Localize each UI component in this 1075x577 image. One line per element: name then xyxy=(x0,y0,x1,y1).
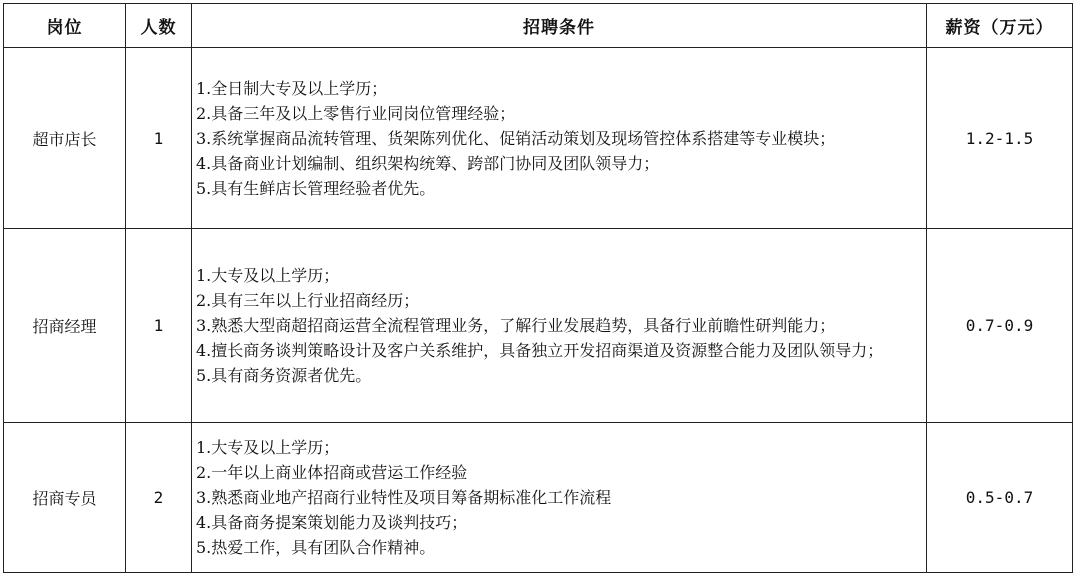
position-cell: 招商经理 xyxy=(4,229,126,423)
position-cell: 招商专员 xyxy=(4,423,126,573)
header-position: 岗位 xyxy=(4,4,126,48)
recruitment-table-container xyxy=(3,3,1072,574)
requirement-line: 5.具有商务资源者优先。 xyxy=(196,366,372,385)
salary-cell: 0.7-0.9 xyxy=(927,229,1073,423)
requirement-line: 3.系统掌握商品流转管理、货架陈列优化、促销活动策划及现场管控体系搭建等专业模块； xyxy=(196,128,836,148)
count-cell: 2 xyxy=(126,423,192,573)
count-cell: 1 xyxy=(126,229,192,423)
requirement-line: 1.大专及以上学历； xyxy=(196,438,340,457)
requirement-line: 4.擅长商务谈判策略设计及客户关系维护，具备独立开发招商渠道及资源整合能力及团队领导力； xyxy=(196,341,884,360)
header-row xyxy=(4,4,1073,48)
requirement-line: 3.熟悉大型商超招商运营全流程管理业务，了解行业发展趋势，具备行业前瞻性研判能力； xyxy=(196,316,836,335)
position-cell: 超市店长 xyxy=(4,48,126,229)
requirements-cell xyxy=(192,229,927,423)
salary-cell: 1.2-1.5 xyxy=(927,48,1073,229)
recruitment-table xyxy=(3,3,1073,573)
requirements-cell xyxy=(192,48,927,229)
count-cell: 1 xyxy=(126,48,192,229)
salary-cell: 0.5-0.7 xyxy=(927,423,1073,573)
header-count: 人数 xyxy=(126,4,192,48)
requirement-line: 4.具备商业计划编制、组织架构统筹、跨部门协同及团队领导力； xyxy=(196,153,660,173)
requirement-line: 4.具备商务提案策划能力及谈判技巧； xyxy=(196,513,468,532)
requirements-cell xyxy=(192,423,927,573)
requirement-line: 2.一年以上商业体招商或营运工作经验 xyxy=(196,463,468,482)
table-row xyxy=(4,423,1073,573)
requirement-line: 2.具有三年以上行业招商经历； xyxy=(196,291,420,310)
requirement-line: 3.熟悉商业地产招商行业特性及项目筹备期标准化工作流程 xyxy=(196,488,612,507)
header-requirements: 招聘条件 xyxy=(192,4,927,48)
requirement-line: 2.具备三年及以上零售行业同岗位管理经验； xyxy=(196,103,516,123)
requirement-line: 5.热爱工作，具有团队合作精神。 xyxy=(196,538,436,557)
header-salary: 薪资（万元） xyxy=(927,4,1073,48)
requirement-line: 5.具有生鲜店长管理经验者优先。 xyxy=(196,178,436,198)
table-row xyxy=(4,48,1073,229)
requirement-line: 1.大专及以上学历； xyxy=(196,266,340,285)
table-row xyxy=(4,229,1073,423)
requirement-line: 1.全日制大专及以上学历； xyxy=(196,78,388,98)
